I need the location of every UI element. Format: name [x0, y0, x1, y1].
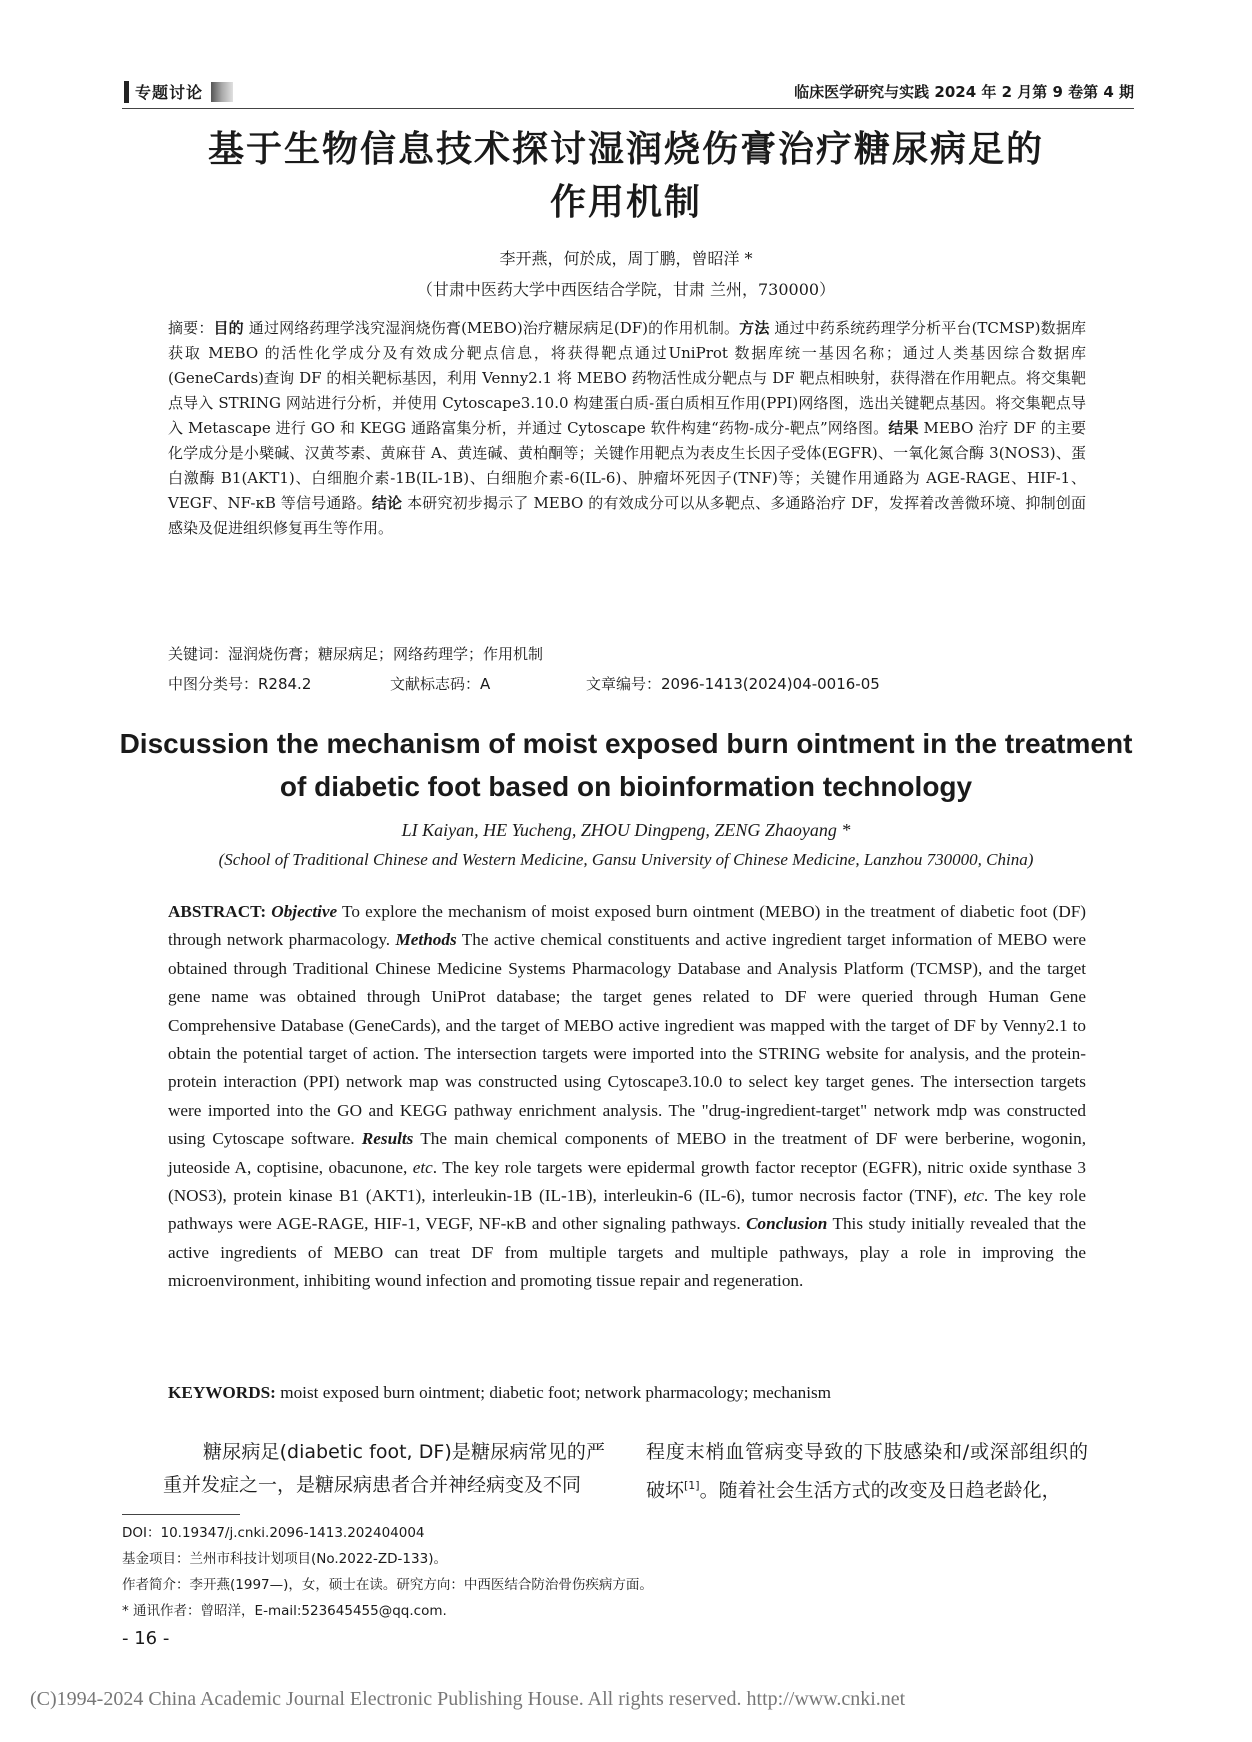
- results-en-etc-1: etc: [412, 1157, 433, 1177]
- body-right-text-b: 。随着社会生活方式的改变及日趋老龄化，: [699, 1479, 1061, 1502]
- results-cn-label: 结果: [888, 419, 919, 437]
- affiliation-cn: （甘肃中医药大学中西医结合学院，甘肃 兰州，730000）: [416, 280, 836, 299]
- objective-en-text: To explore the mechanism of moist exposed burn ointment (MEBO) in the treatment of diabetic foot (DF) through network pharmacology.: [168, 902, 1087, 950]
- section-header: [124, 80, 233, 103]
- header-rule: [122, 108, 1134, 109]
- keywords-cn-label: 关键词：: [168, 645, 229, 663]
- article-number: 文章编号：2096-1413(2024)04-0016-05: [586, 675, 880, 693]
- copyright-watermark: (C)1994-2024 China Academic Journal Electronic Publishing House. All rights reserved. http://www.cnki.net: [30, 1688, 906, 1710]
- document-code: 文献标志码：A: [390, 675, 491, 693]
- abstract-en: [168, 898, 1086, 1296]
- title-cn: [130, 123, 1122, 229]
- footnote-author-bio: 作者简介：李开燕(1997—)，女，硕士在读。研究方向：中西医结合防治骨伤疾病方面。: [122, 1577, 653, 1593]
- citation-ref[interactable]: [1]: [684, 1479, 700, 1492]
- title-cn-line1: 基于生物信息技术探讨湿润烧伤膏治疗糖尿病足的: [207, 129, 1044, 170]
- conclusion-cn-text: 本研究初步揭示了 MEBO 的有效成分可以从多靶点、多通路治疗 DF，发挥着改善微环境、抑制创面感染及促进组织修复再生等作用。: [168, 494, 1086, 537]
- title-en-line2: of diabetic foot based on bioinformation technology: [279, 771, 973, 802]
- methods-cn-text: 通过中药系统药理学分析平台(TCMSP)数据库获取 MEBO 的活性化学成分及有效成分靶点信息，将获得靶点通过UniProt 数据库统一基因名称；通过人类基因综合数据库(GeneCards)查询 DF 的相关靶标基因，利用 Venny2.1 将 MEBO 药物活性成分靶点与 DF 靶点相映射，获得潜在作用靶点。将交集靶点导入 STRING 网站进行分析，并使用 Cytoscape3.10.0 构建蛋白质-蛋白质相互作用(PPI)网络图，选出关键靶点基因。将交集靶点导入 Metascape 进行 GO 和 KEGG 通路富集分析，并通过 Cytoscape 软件构建“药物-成分-靶点”网络图。: [168, 319, 1086, 437]
- clc-number: 中图分类号：R284.2: [168, 675, 312, 693]
- keywords-en: [168, 1383, 1086, 1403]
- abstract-cn: [168, 316, 1086, 541]
- title-en: [110, 722, 1142, 808]
- abstract-en-label: ABSTRACT:: [168, 902, 267, 921]
- results-en-text-end: . The key role pathways were AGE-RAGE, HIF-1, VEGF, NF-κB and other signaling pathways.: [168, 1186, 1086, 1234]
- footnotes: [122, 1520, 653, 1624]
- results-en-text-mid: . The key role targets were epidermal growth factor receptor (EGFR), nitric oxide synthase 3 (NOS3), protein kinase B1 (AKT1), interleukin-1B (IL-1B), interleukin-6 (IL-6), tumor necrosis factor (TNF),: [168, 1157, 1086, 1206]
- methods-en-text: The active chemical constituents and active ingredient target information of MEBO were obtained through Traditional Chinese Medicine Systems Pharmacology Database and Analysis Platform (TCMSP), and the target gene name was obtained through UniProt database; the target genes related to DF were queried through Human Gene Comprehensive Database (GeneCards), and the target of MEBO active ingredient was mapped with the target of DF by Venny2.1 to obtain the potential target of action. The intersection targets were imported into the STRING website for analysis, and the protein-protein interaction (PPI) network map was constructed using Cytoscape3.10.0 to select key target genes. The intersection targets were imported into the GO and KEGG pathway enrichment analysis. The "drug-ingredient-target" network mdp was constructed using Cytoscape software.: [168, 930, 1086, 1149]
- methods-cn-label: 方法: [739, 319, 770, 337]
- title-cn-line2: 作用机制: [549, 182, 702, 223]
- footnote-rule: [122, 1514, 240, 1515]
- authors-en: LI Kaiyan, HE Yucheng, ZHOU Dingpeng, ZENG Zhaoyang *: [401, 820, 851, 840]
- footnote-corresponding: * 通讯作者：曾昭洋，E-mail:523645455@qq.com.: [122, 1603, 447, 1619]
- body-right-column: [646, 1436, 1088, 1507]
- conclusion-en-text: This study initially revealed that the active ingredients of MEBO can treat DF from multiple targets and multiple pathways, play a role in improving the microenvironment, inhibiting wound infection and promoting tissue repair and regeneration.: [168, 1214, 1086, 1291]
- objective-cn-label: 目的: [213, 319, 244, 337]
- results-en-text: The main chemical components of MEBO in the treatment of DF were berberine, wogonin, juteoside A, coptisine, obacunone,: [168, 1129, 1086, 1177]
- conclusion-en-label: Conclusion: [746, 1214, 828, 1234]
- authors-cn: 李开燕，何於成，周丁鹏，曾昭洋 *: [499, 249, 753, 268]
- methods-en-label: Methods: [395, 930, 457, 950]
- body-left-column: 糖尿病足(diabetic foot, DF)是糖尿病常见的严重并发症之一，是糖尿病患者合并神经病变及不同: [163, 1441, 605, 1496]
- footnote-doi[interactable]: DOI：10.19347/j.cnki.2096-1413.202404004: [122, 1525, 425, 1541]
- keywords-cn: [168, 643, 1086, 664]
- section-tag: 专题讨论: [135, 83, 204, 102]
- keywords-en-text: moist exposed burn ointment; diabetic foot; network pharmacology; mechanism: [275, 1383, 832, 1402]
- keywords-cn-text: 湿润烧伤膏；糖尿病足；网络药理学；作用机制: [228, 645, 544, 663]
- footnote-funding: 基金项目：兰州市科技计划项目(No.2022-ZD-133)。: [122, 1551, 447, 1567]
- conclusion-cn-label: 结论: [371, 494, 403, 512]
- section-bar-mark: [124, 81, 129, 103]
- section-shade-mark: [211, 82, 233, 102]
- affiliation-en: (School of Traditional Chinese and Western Medicine, Gansu University of Chinese Medicine, Lanzhou 730000, China): [218, 850, 1034, 869]
- keywords-en-label: KEYWORDS:: [168, 1383, 276, 1402]
- objective-cn-text: 通过网络药理学浅究湿润烧伤膏(MEBO)治疗糖尿病足(DF)的作用机制。: [243, 319, 740, 337]
- journal-issue: 临床医学研究与实践 2024 年 2 月第 9 卷第 4 期: [794, 83, 1134, 101]
- results-en-etc-2: etc: [963, 1186, 984, 1206]
- page-number: - 16 -: [122, 1628, 170, 1649]
- abstract-cn-label: 摘要：: [168, 319, 214, 337]
- objective-en-label: Objective: [271, 902, 338, 921]
- body-right-text-a: 程度末梢血管病变导致的下肢感染和/或深部组织的破坏: [646, 1441, 1088, 1502]
- results-cn-text: MEBO 治疗 DF 的主要化学成分是小檗碱、汉黄芩素、黄麻苷 A、黄连碱、黄柏酮等；关键作用靶点为表皮生长因子受体(EGFR)、一氧化氮合酶 3(NOS3)、蛋白激酶 B1(AKT1)、白细胞介素-1B(IL-1B)、白细胞介素-6(IL-6)、肿瘤坏死因子(TNF)等；关键作用通路为 AGE-RAGE、HIF-1、VEGF、NF-κB 等信号通路。: [168, 419, 1086, 512]
- title-en-line1: Discussion the mechanism of moist exposed burn ointment in the treatment: [119, 728, 1133, 759]
- results-en-label: Results: [361, 1129, 414, 1149]
